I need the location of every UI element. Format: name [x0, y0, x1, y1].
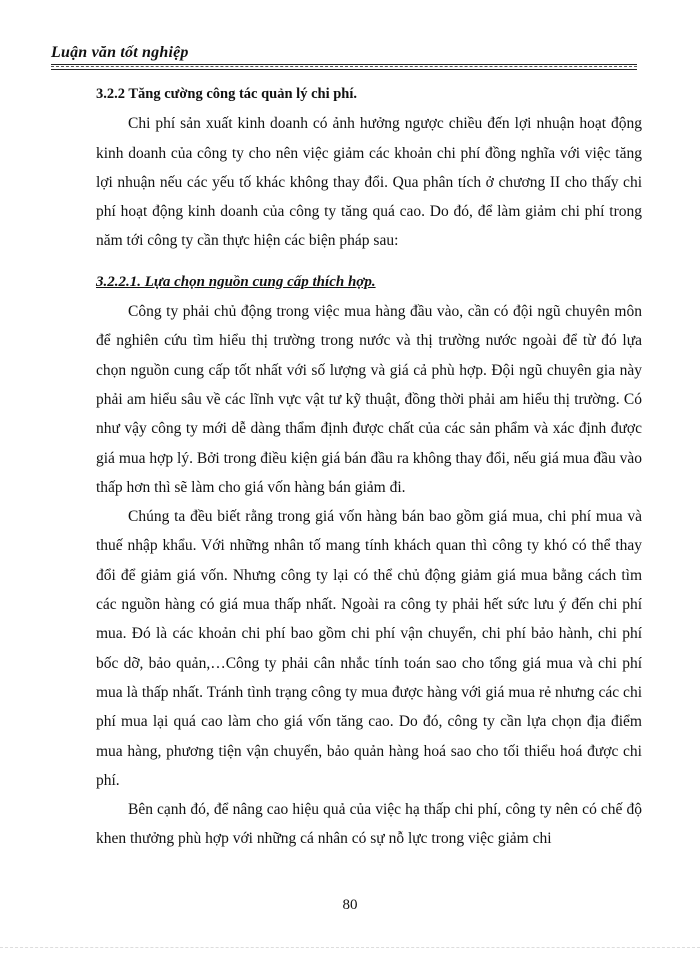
body-paragraph: Chúng ta đều biết rằng trong giá vốn hàng bán bao gồm giá mua, chi phí mua và thuế nhập khẩu. Với những nhân tố mang tính khách quan thì công ty khó có thể thay đổi để giảm giá vốn. Nhưng công ty lại có thể chủ động giảm giá mua bằng cách tìm các nguồn hàng có giá mua thấp nhất. Ngoài ra công ty phải hết sức lưu ý đến chi phí mua. Đó là các khoản chi phí bao gồm chi phí vận chuyển, chi phí bảo hành, chi phí bốc dỡ, bảo quản,…Công ty phải cân nhắc tính toán sao cho tổng giá mua và chi phí mua là thấp nhất. Tránh tình trạng công ty mua được hàng với giá mua rẻ nhưng các chi phí mua lại quá cao làm cho giá vốn tăng cao. Do đó, công ty cần lựa chọn địa điểm mua hàng, phương tiện vận chuyển, bảo quản hàng hoá sao cho tối thiểu hoá được chi phí.: [96, 508, 642, 789]
page-body: [96, 80, 642, 854]
section-heading: 3.2.2 Tăng cường công tác quản lý chi phí.: [96, 86, 357, 102]
subsection-heading: 3.2.2.1. Lựa chọn nguồn cung cấp thích hợp.: [96, 273, 376, 290]
header-double-rule: [51, 64, 637, 70]
page-number: 80: [342, 897, 358, 913]
body-paragraph: Công ty phải chủ động trong việc mua hàng đầu vào, cần có đội ngũ chuyên môn để nghiên cứu tìm hiểu thị trường trong nước và thị trường nước ngoài để từ đó lựa chọn nguồn cung cấp tốt nhất với số lượng và giá cả phù hợp. Đội ngũ chuyên gia này phải am hiểu sâu về các lĩnh vực vật tư kỹ thuật, đồng thời phải am hiểu thị trường. Có như vậy công ty mới dễ dàng thẩm định được chất của các sản phẩm và xác định được giá mua hợp lý. Bởi trong điều kiện giá bán đầu ra không thay đổi, nếu giá mua đầu vào thấp hơn thì sẽ làm cho giá vốn hàng bán giảm đi.: [96, 303, 642, 496]
section-intro-paragraph: Chi phí sản xuất kinh doanh có ảnh hưởng ngược chiều đến lợi nhuận hoạt động kinh doanh của công ty cho nên việc giảm các khoản chi phí đồng nghĩa với việc tăng lợi nhuận nếu các yếu tố khác không thay đổi. Qua phân tích ở chương II cho thấy chi phí hoạt động kinh doanh của công ty tăng quá cao. Do đó, để làm giảm chi phí trong năm tới công ty cần thực hiện các biện pháp sau:: [96, 115, 642, 250]
running-header-title: Luận văn tốt nghiệp: [51, 44, 189, 61]
body-paragraph: Bên cạnh đó, để nâng cao hiệu quả của việc hạ thấp chi phí, công ty nên có chế độ khen thưởng phù hợp với những cá nhân có sự nỗ lực trong việc giảm chi: [96, 801, 642, 848]
page-bottom-border: [0, 947, 700, 948]
